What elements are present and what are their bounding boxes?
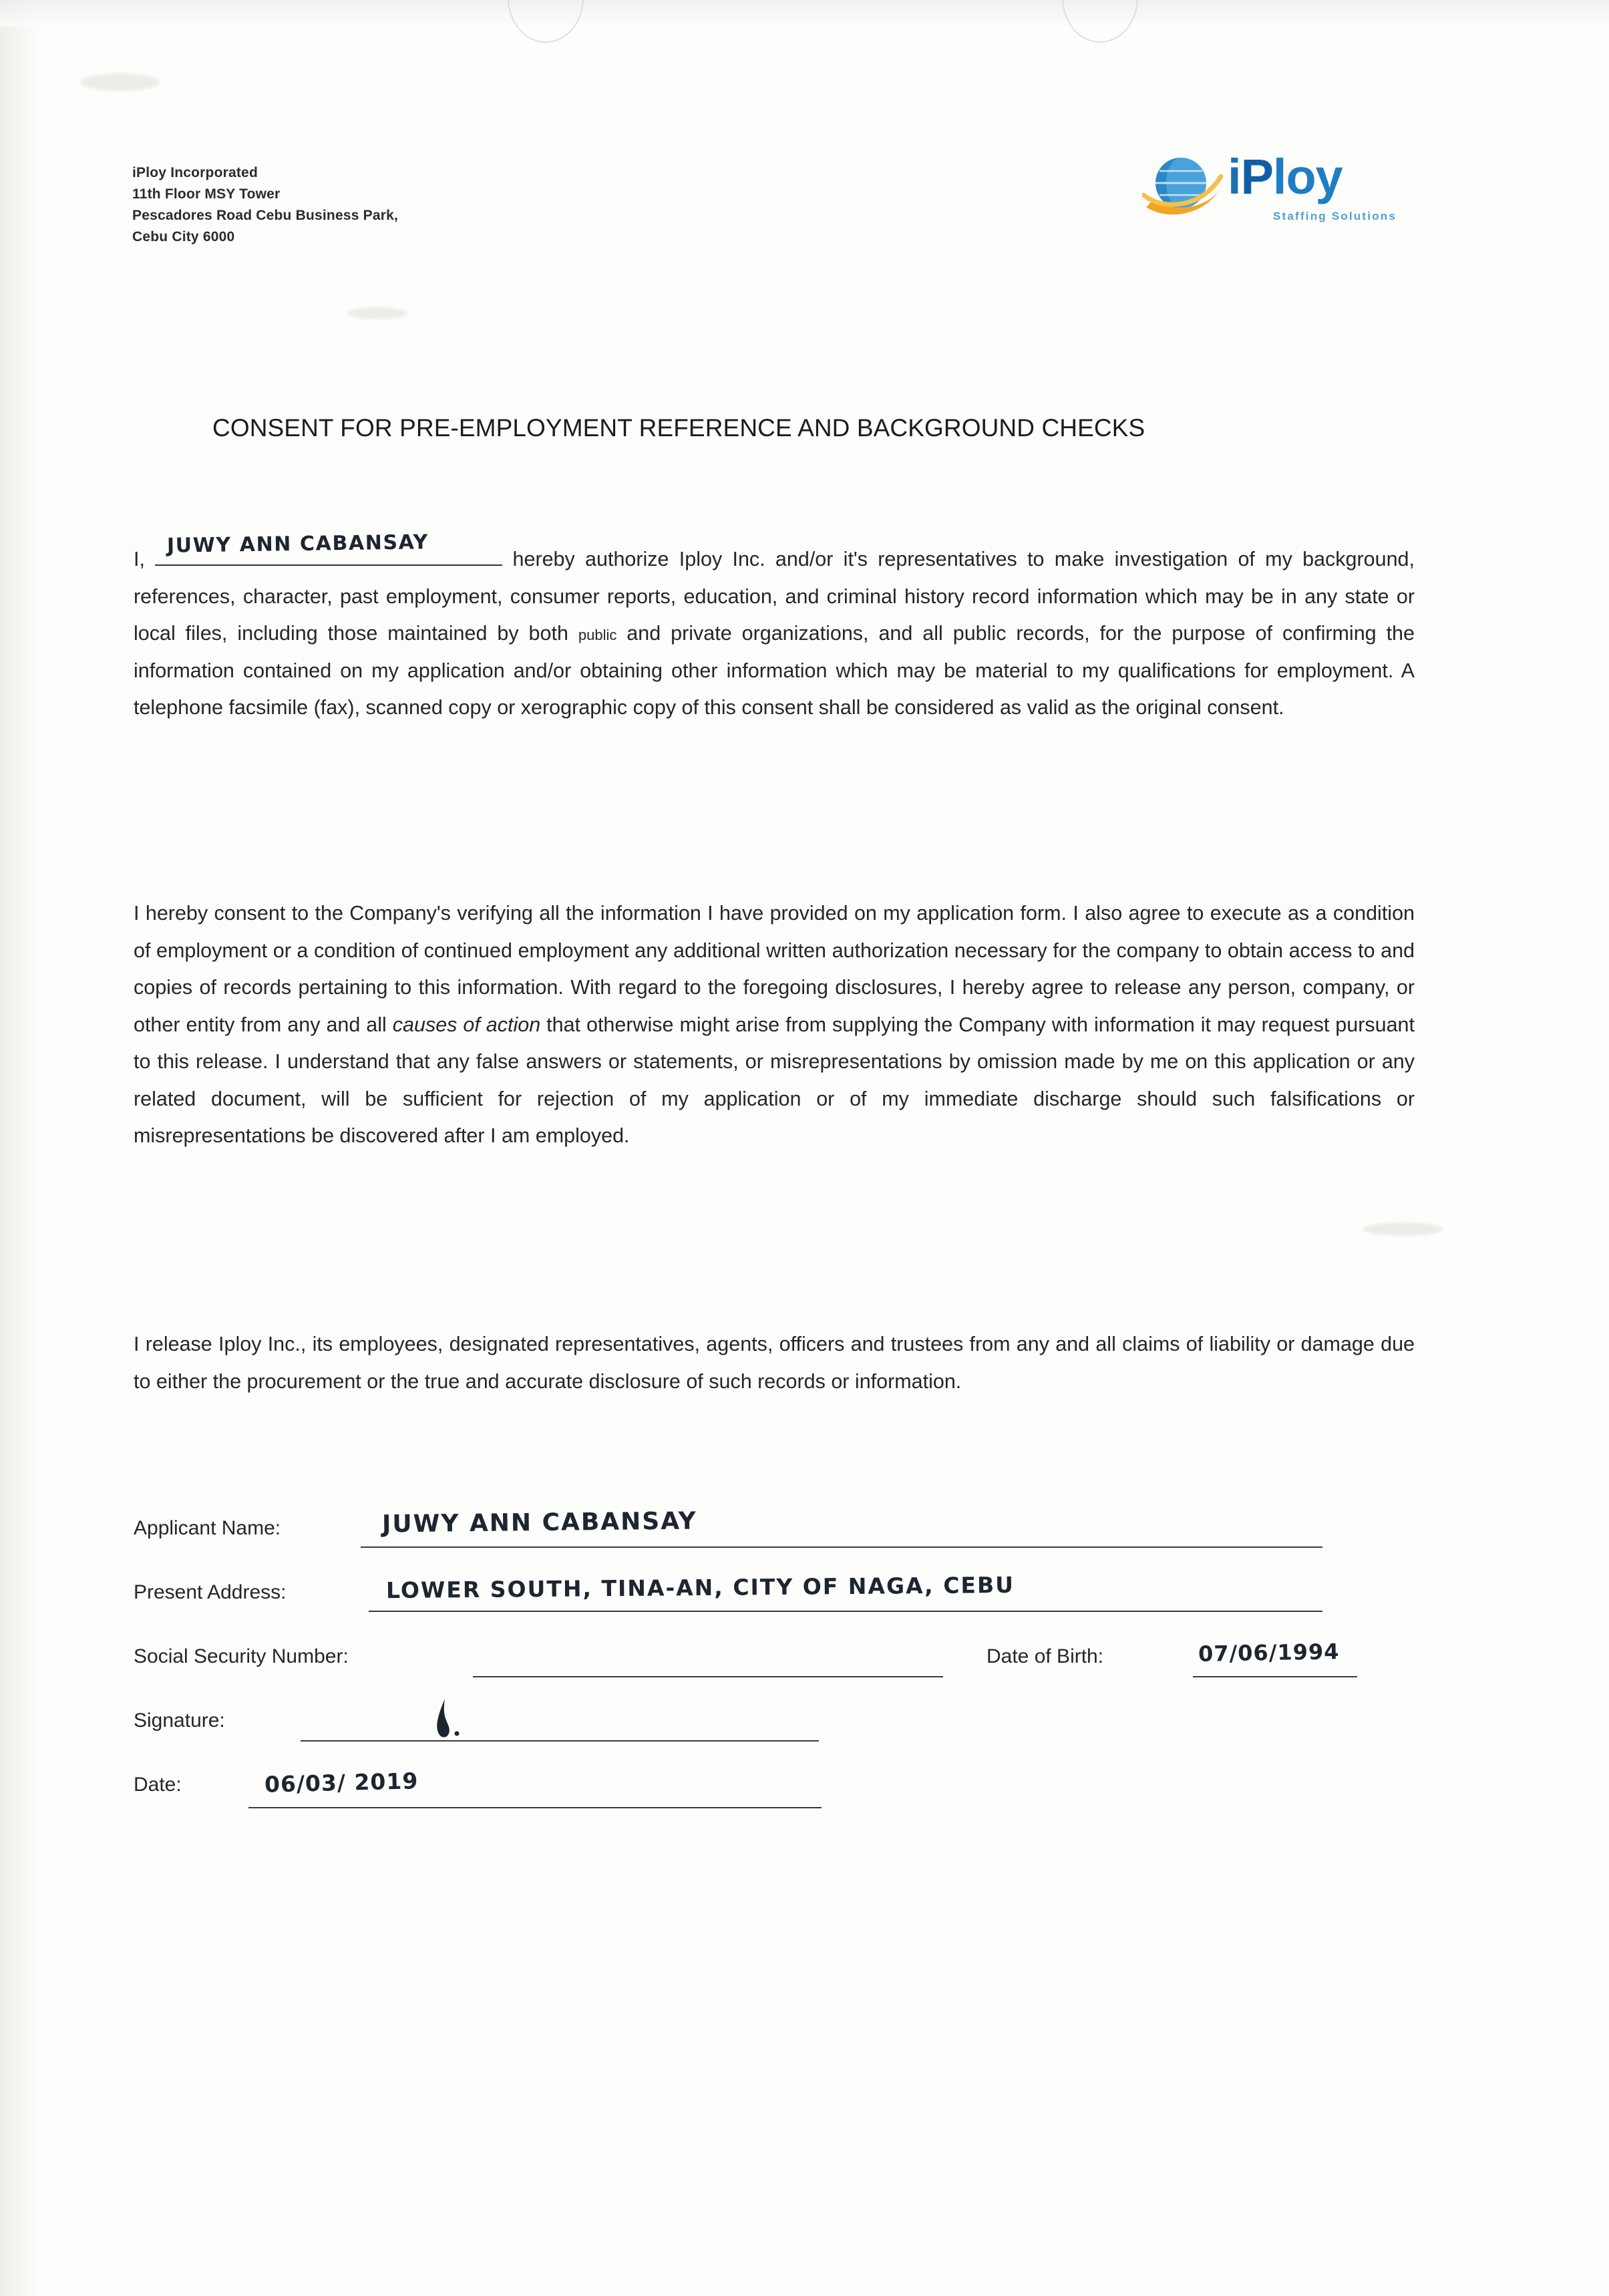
date-of-birth-label: Date of Birth: xyxy=(987,1645,1104,1667)
logo-letters-loy: loy xyxy=(1272,149,1343,204)
scan-artifact-arc xyxy=(1062,0,1138,43)
paragraph-1-body-a: hereby authorize Iploy Inc. and/or it's representatives to make investigation of my background, references, character, past employment, consumer reports, education, and criminal history record information which may be in any state or local files, including those maintained by both xyxy=(134,548,1415,645)
logo-tagline: Staffing Solutions xyxy=(1273,210,1397,222)
logo-wordmark xyxy=(1228,149,1343,204)
paragraph-1-body-b: and private organizations, and all public records, for the purpose of confirming the information contained on my application and/or obtaining other information which may be material to my qualifications for employment. A telephone facsimile (fax), scanned copy or xerographic copy of this consent shall be considered as valid as the original consent. xyxy=(134,622,1415,719)
field-row-date xyxy=(134,1756,1403,1820)
paragraph-1-prefix: I, xyxy=(134,548,145,570)
letterhead-line-2: 11th Floor MSY Tower xyxy=(132,186,281,202)
scan-artifact-smudge xyxy=(80,73,160,91)
applicant-name-value[interactable]: JUWY ANN CABANSAY xyxy=(381,1507,697,1538)
present-address-rule xyxy=(369,1611,1322,1612)
signature-rule[interactable] xyxy=(301,1740,819,1742)
globe-swoosh-icon xyxy=(1142,151,1225,226)
letterhead-line-4: Cebu City 6000 xyxy=(132,228,235,244)
paragraph-1-small-word: public xyxy=(578,627,617,643)
present-address-value[interactable]: LOWER SOUTH, TINA-AN, CITY OF NAGA, CEBU xyxy=(385,1571,1015,1604)
logo-letter-p: P xyxy=(1240,149,1273,204)
applicant-name-rule xyxy=(361,1546,1322,1548)
date-of-birth-rule xyxy=(1193,1676,1357,1677)
social-security-number-label: Social Security Number: xyxy=(134,1645,349,1667)
page-title: CONSENT FOR PRE-EMPLOYMENT REFERENCE AND BACKGROUND CHECKS xyxy=(212,414,1145,442)
company-logo xyxy=(1142,148,1423,238)
paragraph-2-italic-phrase: causes of action xyxy=(392,1013,541,1036)
scan-artifact-smudge xyxy=(347,307,407,319)
logo-letter-i: i xyxy=(1228,149,1241,204)
scan-edge-left xyxy=(0,0,39,2296)
scan-artifact-arc xyxy=(508,0,584,43)
paragraph-2-body-b: that otherwise might arise from supplying the Company with information it may request pursuant to this release. I understand that any false answers or statements, or misrepresentations by omission made by me on this application or any related document, will be sufficient for rejection of my application or of my immediate discharge should such falsifications or misrepresentations be discovered after I am employed. xyxy=(134,1013,1415,1147)
paragraph-consent xyxy=(134,895,1415,1155)
field-row-ssn-dob xyxy=(134,1628,1403,1692)
social-security-number-rule[interactable] xyxy=(473,1676,943,1677)
applicant-name-inline-blank[interactable] xyxy=(155,530,502,566)
paragraph-release: I release Iploy Inc., its employees, designated representatives, agents, officers and trustees from any and all claims of liability or damage due to either the procurement or the true and accurate disclosure of such records or information. xyxy=(134,1333,1415,1393)
signature-label: Signature: xyxy=(134,1709,225,1732)
scan-edge-top xyxy=(0,0,1609,27)
field-row-applicant-name xyxy=(134,1500,1403,1564)
date-value[interactable]: 06/03/ 2019 xyxy=(264,1768,419,1798)
date-label: Date: xyxy=(134,1774,182,1796)
field-row-present-address xyxy=(134,1564,1403,1628)
signature-mark-icon xyxy=(427,1696,468,1746)
letterhead-address xyxy=(132,162,398,248)
paragraph-2-body-a: I hereby consent to the Company's verifying all the information I have provided on my application form. I also agree to execute as a condition of employment or a condition of continued employment any additional written authorization necessary for the company to obtain access to and copies of records pertaining to this information. With regard to the foregoing disclosures, I hereby agree to release any person, company, or other entity from any and all xyxy=(134,902,1415,1036)
letterhead-line-1: iPloy Incorporated xyxy=(132,165,258,180)
field-row-signature xyxy=(134,1692,1403,1756)
applicant-details-form xyxy=(134,1500,1403,1820)
date-of-birth-value[interactable]: 07/06/1994 xyxy=(1198,1639,1340,1667)
paragraph-authorization xyxy=(134,530,1415,727)
letterhead-line-3: Pescadores Road Cebu Business Park, xyxy=(132,207,398,223)
date-rule xyxy=(248,1807,822,1808)
present-address-label: Present Address: xyxy=(134,1581,287,1603)
applicant-name-inline-handwriting: JUWY ANN CABANSAY xyxy=(166,530,429,558)
scan-artifact-smudge xyxy=(1363,1222,1443,1236)
applicant-name-label: Applicant Name: xyxy=(134,1517,281,1539)
